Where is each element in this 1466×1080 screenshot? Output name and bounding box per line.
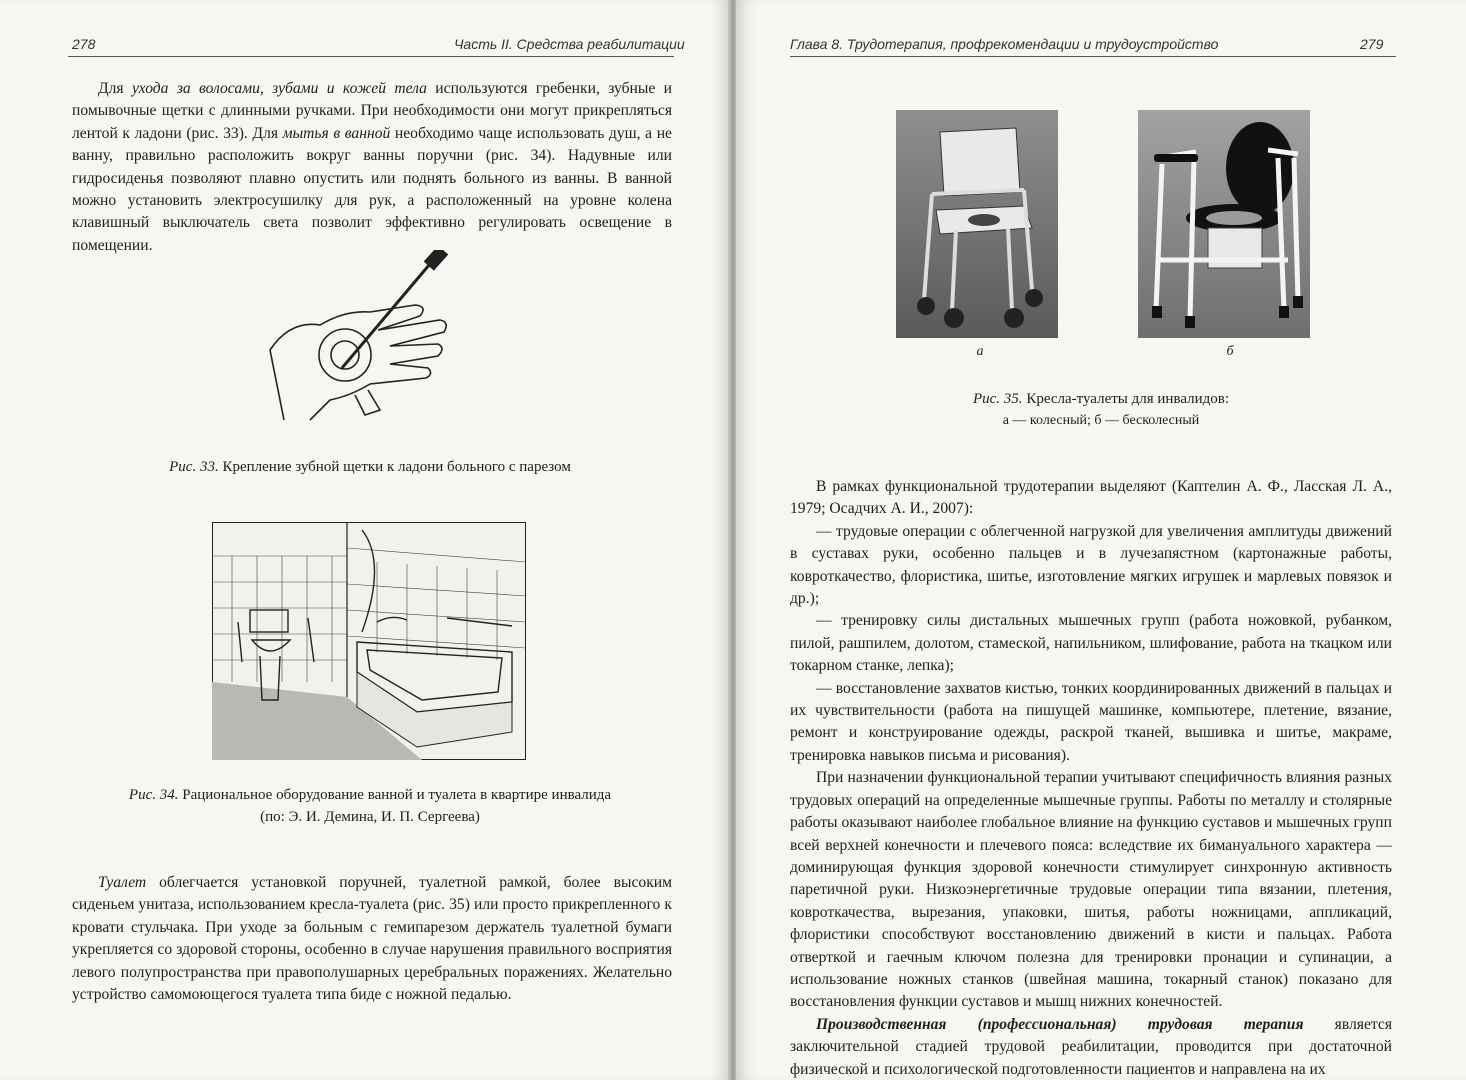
list-item-3: — восстановление захватов кистью, тонких координированных движений в пальцах и их чувствительности (работа на пишущей машинке, компьютере, плетение, вязание, ремонт и конструирование одежды, раскрой тканей, вышивка и шитье, макраме, тренировка навыков письма и рисования). bbox=[790, 679, 1392, 764]
right-body-text bbox=[790, 476, 1392, 1080]
left-page bbox=[0, 0, 730, 1080]
right-paragraph-2: При назначении функциональной терапии учитывают специфичность влияния разных трудовых операций на определенные мышечные группы. Работы по металлу и столярные работы оказывают наиболее глобальное влияние на функцию суставов и мышечных групп всей верхней конечности и плечевого пояса: вследствие их бимануального характера — доминирующая функция здоровой конечности стимулирует синхронную активность паретичной руки. Низкоэнергетичные трудовые операции типа вязании, плетения, ковроткачества, вырезания, упаковки, шитья, работы ножницами, аппликаций, флористики способствуют восстановлению движений в кисти и пальцах. Работа отверткой и гаечным ключом полезна для тренировки пронации и супинации, а использование ножных станков (швейная машина, токарный станок) показано для восстановления функции суставов и мышц нижних конечностей. bbox=[790, 769, 1392, 1011]
figure-35a-wheeled-commode bbox=[896, 110, 1058, 338]
right-paragraph-3: Производственная (профессиональная) трудовая терапия является заключительной стадией трудовой реабилитации, проводится при достаточной физической и психологической подготовленности пациентов и направлена на их bbox=[790, 1015, 1392, 1078]
figure-35a-label: а bbox=[976, 344, 984, 359]
right-page-number: 279 bbox=[1360, 36, 1384, 52]
figure-35-caption: Рис. 35. Кресла-туалеты для инвалидов: bbox=[972, 391, 1230, 407]
figure-35b-label: б bbox=[1226, 344, 1234, 359]
figure-33-toothbrush-hand bbox=[250, 250, 470, 430]
left-paragraph-1: Для ухода за волосами, зубами и кожей тела используются гребенки, зубные и помывочные щетки с длинными ручками. При необходимости они могут прикрепляться лентой к ладони (рис. 33). Для мытья в ванной необходимо чаще использовать душ, а не ванну, правильно расположить вокруг ванны поручни (рис. 34). Надувные или гидросиденья позволяют плавно опустить или поднять больного из ванны. В ванной можно установить электросушилку для рук, а расположенный на уровне колена клавишный выключатель света позволит эффективно регулировать освещение в помещении. bbox=[72, 80, 672, 254]
left-page-number: 278 bbox=[72, 36, 96, 52]
figure-35b-stationary-commode bbox=[1138, 110, 1310, 338]
figure-35-caption-legend: а — колесный; б — бесколесный bbox=[1002, 413, 1200, 428]
list-item-1: — трудовые операции с облегченной нагрузкой для увеличения амплитуды движений в суставах руки, особенно пальцев и в лучезапястном (картонажные работы, ковроткачество, флористика, шитье, изготовление мягких игрушек и марлевых повязок и др.); bbox=[790, 522, 1392, 608]
left-paragraph-2: Туалет облегчается установкой поручней, туалетной рамкой, более высоким сиденьем унитаза, использованием кресла-туалета (рис. 35) или просто прикрепленного к кровати стульчака. При уходе за больным с гемипарезом держатель туалетной бумаги укрепляется со здоровой стороны, особенно в случае нарушения правильного восприятия левого полупространства при правополушарных церебральных поражениях. Желательно устройство самомоющегося туалета типа биде с ножной педалью. bbox=[72, 874, 672, 1004]
figure-34-bathroom bbox=[212, 522, 526, 760]
figure-34-caption-source: (по: Э. И. Демина, И. П. Сергеева) bbox=[260, 809, 480, 825]
right-running-head: Глава 8. Трудотерапия, профрекомендации и трудоустройство bbox=[790, 36, 1219, 52]
figure-34-caption: Рис. 34. Рациональное оборудование ванной и туалета в квартире инвалида bbox=[128, 787, 612, 803]
list-item-2: — тренировку силы дистальных мышечных групп (работа ножовкой, рубанком, пилой, рашпилем, долотом, стамеской, напильником, шлифование, работа на ткацком или токарном станке, лепка); bbox=[790, 612, 1392, 675]
left-running-head: Часть II. Средства реабилитации bbox=[454, 36, 685, 52]
right-header-rule bbox=[790, 56, 1396, 57]
right-page bbox=[736, 0, 1466, 1080]
left-header-rule bbox=[68, 56, 674, 57]
right-paragraph-1: В рамках функциональной трудотерапии выделяют (Каптелин А. Ф., Ласская Л. А., 1979; Осадчих А. И., 2007): bbox=[790, 478, 1392, 518]
figure-33-caption: Рис. 33. Крепление зубной щетки к ладони больного с парезом bbox=[169, 459, 571, 475]
